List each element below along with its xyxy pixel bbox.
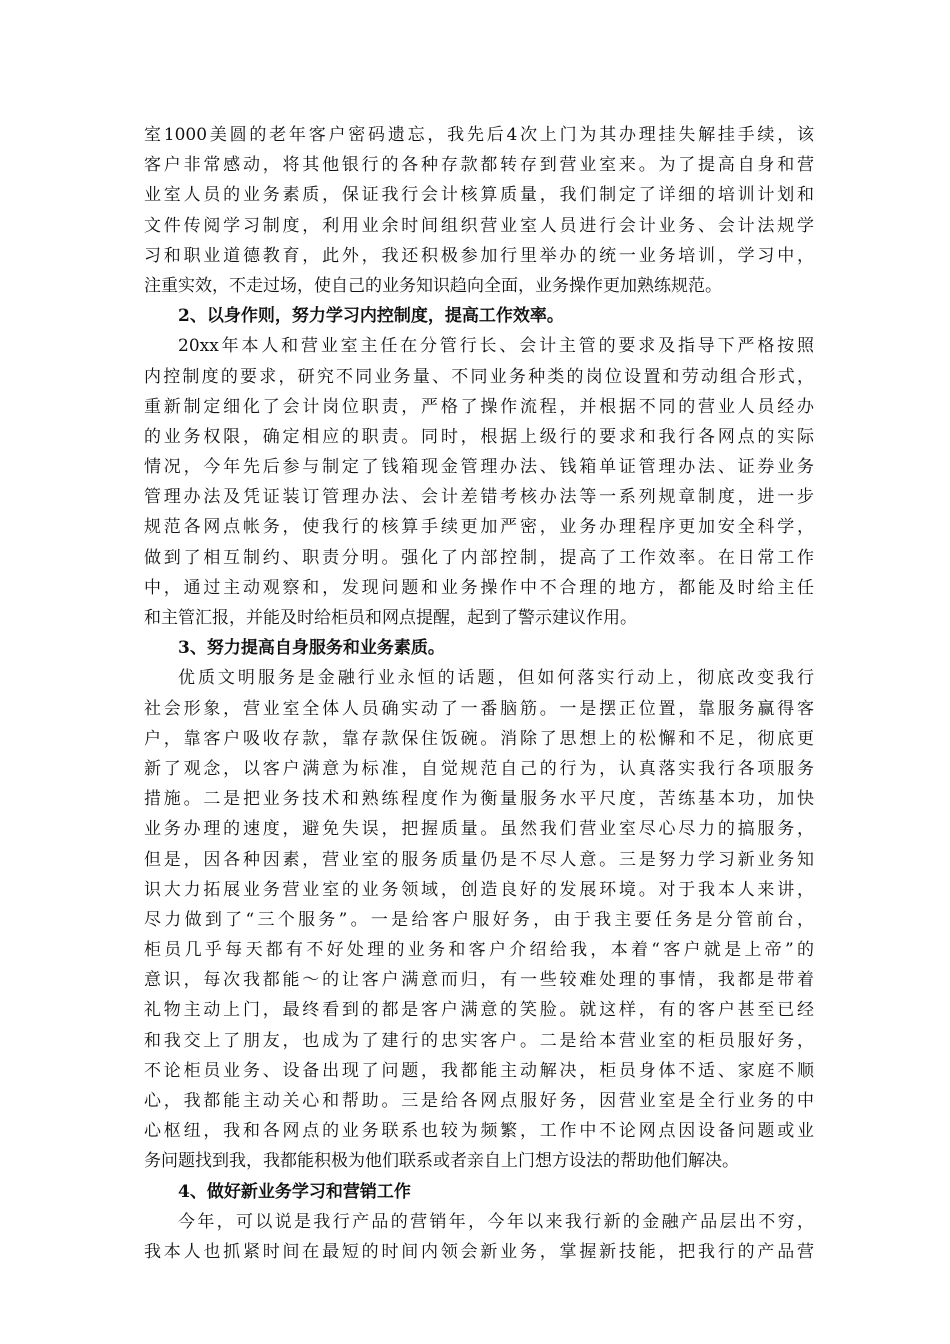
body-text-line: 不论柜员业务、设备出现了问题，我都能主动解决，柜员身体不适、家庭不顺	[144, 1060, 814, 1081]
body-text-line: 心枢纽，我和各网点的业务联系也较为频繁，工作中不论网点因设备问题或业	[144, 1121, 814, 1142]
paragraph-last-line: 注重实效，不走过场，使自己的业务知识趋向全面，业务操作更加熟练规范。	[144, 275, 722, 296]
paragraph-first-line: 今年，可以说是我行产品的营销年，今年以来我行新的金融产品层出不穷，	[178, 1211, 814, 1232]
body-text-line: 柜员几乎每天都有不好处理的业务和客户介绍给我，本着“客户就是上帝”的	[144, 940, 814, 961]
body-text-line: 业室人员的业务素质，保证我行会计核算质量，我们制定了详细的培训计划和	[144, 185, 814, 206]
body-text-line: 但是，因各种因素，营业室的服务质量仍是不尽人意。三是努力学习新业务知	[144, 849, 814, 870]
body-text-line: 业务办理的速度，避免失误，把握质量。虽然我们营业室尽心尽力的搞服务，	[144, 819, 814, 840]
body-text-line: 文件传阅学习制度，利用业余时间组织营业室人员进行会计业务、会计法规学	[144, 215, 814, 236]
paragraph-last-line: 和主管汇报，并能及时给柜员和网点提醒，起到了警示建议作用。	[144, 608, 637, 628]
body-text-line: 的业务权限，确定相应的职责。同时，根据上级行的要求和我行各网点的实际	[144, 426, 814, 447]
document-body	[144, 120, 814, 1267]
body-text-line: 管理办法及凭证装订管理办法、会计差错考核办法等一系列规章制度，进一步	[144, 487, 814, 508]
body-text-line: 意识，每次我都能～的让客户满意而归，有一些较难处理的事情，我都是带着	[144, 970, 814, 991]
body-text-line: 新了观念，以客户满意为标准，自觉规范自己的行为，认真落实我行各项服务	[144, 758, 814, 779]
body-text-line: 心，我都能主动关心和帮助。三是给各网点服好务，因营业室是全行业务的中	[144, 1091, 814, 1111]
section-heading: 2、以身作则，努力学习内控制度，提高工作效率。	[178, 306, 564, 327]
body-text-line: 中，通过主动观察和，发现问题和业务操作中不合理的地方，都能及时给主任	[144, 577, 814, 598]
body-text-line: 社会形象，营业室全体人员确实动了一番脑筋。一是摆正位置，靠服务赢得客	[144, 698, 814, 719]
body-text-line: 情况，今年先后参与制定了钱箱现金管理办法、钱箱单证管理办法、证券业务	[144, 457, 814, 478]
body-text-line: 识大力拓展业务营业室的业务领域，创造良好的发展环境。对于我本人来讲，	[144, 879, 814, 900]
body-text-line: 重新制定细化了会计岗位职责，严格了操作流程，并根据不同的营业人员经办	[144, 396, 814, 417]
body-text-line: 客户非常感动，将其他银行的各种存款都转存到营业室来。为了提高自身和营	[144, 155, 814, 176]
body-text-line: 规范各网点帐务，使我行的核算手续更加严密，业务办理程序更加安全科学，	[144, 517, 814, 538]
body-text-line: 和我交上了朋友，也成为了建行的忠实客户。二是给本营业室的柜员服好务，	[144, 1030, 814, 1051]
paragraph-first-line: 20xx年本人和营业室主任在分管行长、会计主管的要求及指导下严格按照	[178, 336, 814, 357]
body-text-line: 做到了相互制约、职责分明。强化了内部控制，提高了工作效率。在日常工作	[144, 547, 814, 568]
body-text-line: 措施。二是把业务技术和熟练程度作为衡量服务水平尺度，苦练基本功，加快	[144, 789, 814, 810]
body-text-line: 室1000美圆的老年客户密码遗忘，我先后4次上门为其办理挂失解挂手续，该	[144, 125, 814, 145]
body-text-line: 户，靠客户吸收存款，靠存款保住饭碗。消除了思想上的松懈和不足，彻底更	[144, 728, 814, 749]
body-text-line: 习和职业道德教育，此外，我还积极参加行里举办的统一业务培训，学习中，	[144, 245, 814, 266]
body-text-line: 礼物主动上门，最终看到的都是客户满意的笑脸。就这样，有的客户甚至已经	[144, 1000, 814, 1021]
paragraph-first-line: 优质文明服务是金融行业永恒的话题，但如何落实行动上，彻底改变我行	[178, 668, 814, 689]
body-text-line: 尽力做到了“三个服务”。一是给客户服好务，由于我主要任务是分管前台，	[144, 909, 814, 930]
paragraph-last-line: 务问题找到我，我都能积极为他们联系或者亲自上门想方设法的帮助他们解决。	[144, 1151, 739, 1172]
body-text-line: 内控制度的要求，研究不同业务量、不同业务种类的岗位设置和劳动组合形式，	[144, 366, 814, 387]
section-heading: 3、努力提高自身服务和业务素质。	[178, 638, 445, 659]
section-heading: 4、做好新业务学习和营销工作	[178, 1181, 411, 1202]
body-text-line: 我本人也抓紧时间在最短的时间内领会新业务，掌握新技能，把我行的产品营	[144, 1241, 814, 1262]
